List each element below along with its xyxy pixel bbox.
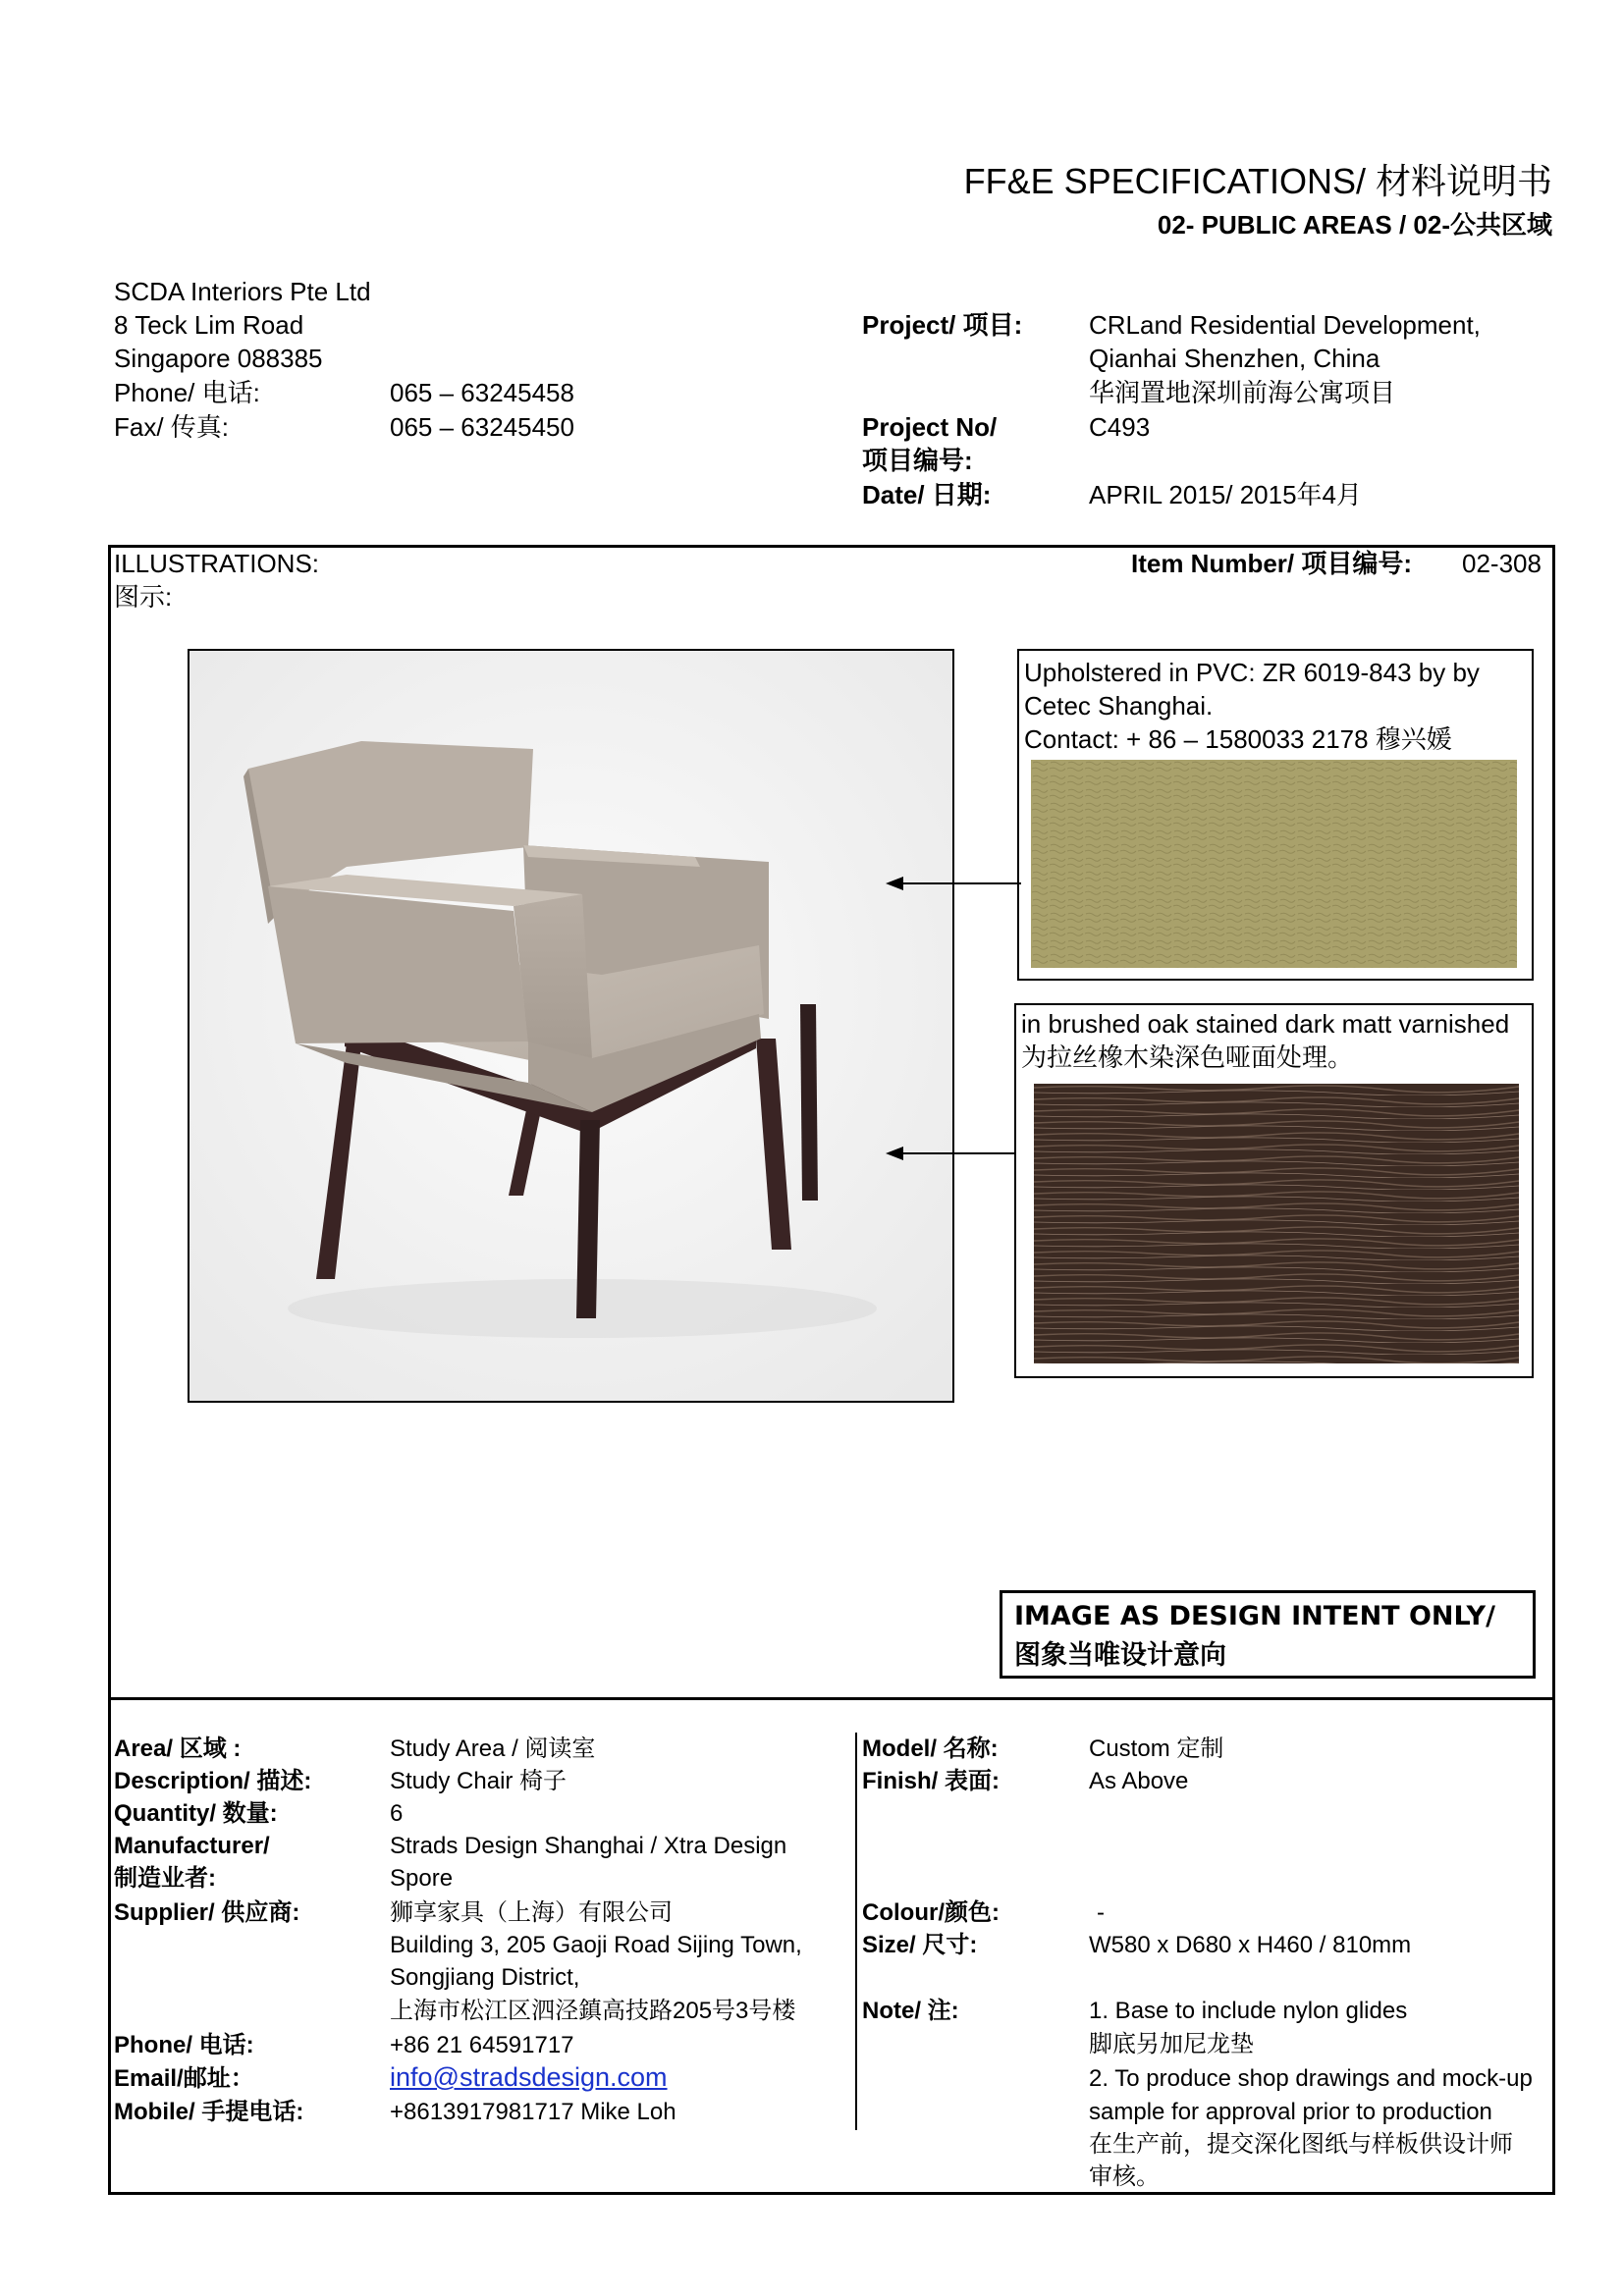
project-value-line3: 华润置地深圳前海公寓项目 <box>1089 378 1396 407</box>
email-link[interactable]: info@stradsdesign.com <box>390 2062 668 2092</box>
supplier-value-line2: Building 3, 205 Gaoji Road Sijing Town, <box>390 1932 802 1958</box>
colour-label: Colour/颜色: <box>862 1899 1000 1926</box>
manufacturer-value-line2: Spore <box>390 1865 454 1892</box>
illustrations-heading: ILLUSTRATIONS: <box>114 549 320 578</box>
project-no-value: C493 <box>1089 412 1151 442</box>
manufacturer-label-line2: 制造业者: <box>114 1865 216 1892</box>
section-divider <box>108 1697 1555 1700</box>
finish-label: Finish/ 表面: <box>862 1768 1000 1794</box>
project-no-label-line2: 项目编号: <box>862 446 973 475</box>
project-value-line2: Qianhai Shenzhen, China <box>1089 344 1380 373</box>
chair-image <box>188 649 954 1403</box>
project-label: Project/ 项目: <box>862 310 1023 340</box>
chair-illustration <box>189 651 952 1401</box>
item-number-value: 02-308 <box>1462 549 1542 578</box>
supplier-value-line1: 狮享家具（上海）有限公司 <box>390 1899 673 1926</box>
details-column-divider <box>855 1733 857 2130</box>
upholstery-line2: Cetec Shanghai. <box>1024 691 1214 721</box>
colour-value: - <box>1097 1899 1105 1926</box>
oak-swatch <box>1034 1084 1519 1363</box>
company-fax-value: 065 – 63245450 <box>390 412 574 442</box>
note-line1: 1. Base to include nylon glides <box>1089 1998 1408 2024</box>
item-number-label: Item Number/ 项目编号: <box>1131 549 1413 578</box>
finish-value: As Above <box>1089 1768 1189 1794</box>
manufacturer-label-line1: Manufacturer/ <box>114 1833 270 1859</box>
company-name: SCDA Interiors Pte Ltd <box>114 277 371 306</box>
supplier-label: Supplier/ 供应商: <box>114 1899 300 1926</box>
quantity-label: Quantity/ 数量: <box>114 1800 278 1827</box>
design-intent-notice <box>1000 1590 1536 1679</box>
design-intent-line2: 图象当唯设计意向 <box>1014 1640 1226 1671</box>
note-line3: 2. To produce shop drawings and mock-up <box>1089 2065 1533 2092</box>
area-value: Study Area / 阅读室 <box>390 1735 596 1762</box>
pvc-swatch <box>1031 760 1517 968</box>
note-line2: 脚底另加尼龙垫 <box>1089 2031 1254 2057</box>
supplier-value-line3: Songjiang District, <box>390 1964 580 1991</box>
model-label: Model/ 名称: <box>862 1735 999 1762</box>
company-address-line2: Singapore 088385 <box>114 344 323 373</box>
company-fax-label: Fax/ 传真: <box>114 412 230 442</box>
email-label: Email/邮址： <box>114 2065 254 2092</box>
document-subtitle: 02- PUBLIC AREAS / 02-公共区域 <box>1157 210 1552 240</box>
project-value-line1: CRLand Residential Development, <box>1089 310 1481 340</box>
description-value: Study Chair 椅子 <box>390 1768 568 1794</box>
note-line4: sample for approval prior to production <box>1089 2099 1492 2125</box>
description-label: Description/ 描述: <box>114 1768 312 1794</box>
supplier-value-line4: 上海市松江区泗泾鎮高技路205号3号楼 <box>390 1998 796 2024</box>
upholstery-line3: Contact: + 86 – 1580033 2178 穆兴媛 <box>1024 724 1452 754</box>
size-value: W580 x D680 x H460 / 810mm <box>1089 1932 1412 1958</box>
date-label: Date/ 日期: <box>862 480 992 509</box>
note-line6: 审核。 <box>1089 2163 1160 2190</box>
size-label: Size/ 尺寸: <box>862 1932 978 1958</box>
project-no-label-line1: Project No/ <box>862 412 998 442</box>
quantity-value: 6 <box>390 1800 404 1827</box>
wood-line1: in brushed oak stained dark matt varnished <box>1021 1009 1510 1039</box>
arrow-left-icon <box>884 1139 1016 1168</box>
upholstery-line1: Upholstered in PVC: ZR 6019-843 by by <box>1024 658 1480 687</box>
document-title: FF&E SPECIFICATIONS/ 材料说明书 <box>963 161 1552 201</box>
note-line5: 在生产前，提交深化图纸与样板供设计师 <box>1089 2131 1513 2158</box>
company-phone-value: 065 – 63245458 <box>390 378 574 407</box>
manufacturer-value-line1: Strads Design Shanghai / Xtra Design <box>390 1833 787 1859</box>
phone-value: +86 21 64591717 <box>390 2032 574 2058</box>
model-value: Custom 定制 <box>1089 1735 1224 1762</box>
company-phone-label: Phone/ 电话: <box>114 378 260 407</box>
area-label: Area/ 区域 : <box>114 1735 242 1762</box>
phone-label: Phone/ 电话: <box>114 2032 254 2058</box>
illustrations-heading-cn: 图示: <box>114 582 173 612</box>
arrow-left-icon <box>884 869 1021 898</box>
note-label: Note/ 注: <box>862 1998 959 2024</box>
date-value: APRIL 2015/ 2015年4月 <box>1089 480 1362 509</box>
mobile-label: Mobile/ 手提电话: <box>114 2099 304 2125</box>
company-address-line1: 8 Teck Lim Road <box>114 310 304 340</box>
wood-line2: 为拉丝橡木染深色哑面处理。 <box>1021 1042 1354 1072</box>
design-intent-line1: IMAGE AS DESIGN INTENT ONLY/ <box>1014 1601 1495 1631</box>
mobile-value: +8613917981717 Mike Loh <box>390 2099 676 2125</box>
